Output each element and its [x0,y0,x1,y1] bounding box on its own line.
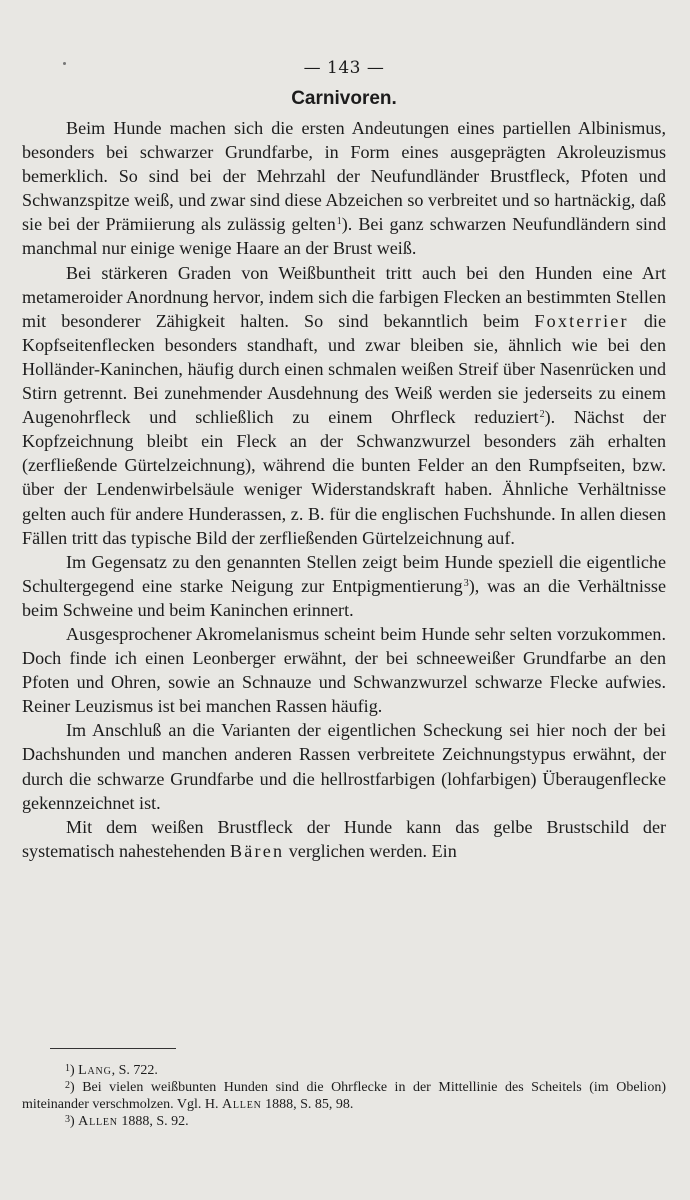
paragraph-5: Im Anschluß an die Varianten der eigentlichen Scheckung sei hier noch der bei Dachshunden und manchen anderen Rassen verbreitete Zeichnungstypus erwähnt, der durch die schwarze Grundfarbe und die hellrostfarbigen (lohfarbigen) Überaugenflecke gekennzeichnet ist. [22,720,666,813]
page-body [22,58,666,863]
footnote-1: $^1$) Lang, S. 722. [65,1063,158,1078]
emphasis-baeren: Bären [230,840,285,861]
footnotes [22,1062,666,1130]
footnote-ref-1[interactable]: 1 [336,216,342,228]
section-heading: Carnivoren. [291,88,397,109]
paragraph-4: Ausgesprochener Akromelanismus scheint beim Hunde sehr selten vorzukommen. Doch finde ich einen Leonberger erwähnt, der bei schneeweißer Grundfarbe an den Pfoten und Ohren, sowie an Schnauze und Schwanzwurzel schwarze Flecke aufwies. Reiner Leuzismus ist bei manchen Rassen häufig. [22,623,666,717]
paragraph-3: Im Gegensatz zu den genannten Stellen zeigt beim Hunde speziell die eigentliche Schultergegend eine starke Neigung zur Entpigmentierung$^3$), was an die Verhältnisse beim Schweine und beim Kaninchen erinnert. [22,551,666,620]
paragraph-6: Mit dem weißen Brustfleck der Hunde kann das gelbe Brustschild der systematisch nahestehenden Bären verglichen werden. Ein [22,816,666,861]
footnote-ref-3[interactable]: 3 [463,577,469,589]
emphasis-foxterrier: Foxterrier [534,310,629,331]
paragraph-2: Bei stärkeren Graden von Weißbuntheit tritt auch bei den Hunden eine Art metameroider Anordnung hervor, indem sich die farbigen Flecken an bestimmten Stellen mit besonderer Zähigkeit halten. So sind bekanntlich beim Foxterrier die Kopfseitenflecken besonders standhaft, und zwar bleiben sie, ähnlich wie bei den Holländer-Kaninchen, häufig durch einen schmalen weißen Streif über Nasenrücken und Stirn getrennt. Bei zunehmender Ausdehnung des Weiß werden sie jederseits zu einem Augenohrfleck und schließlich zu einem Ohrfleck reduziert$^2$). Nächst der Kopfzeichnung bleibt ein Fleck an der Schwanzwurzel besonders zäh erhalten (zerfließende Gürtelzeichnung), während die bunten Felder an den Rumpfseiten, bzw. über der Lendenwirbelsäule weniger Widerstandskraft haben. Ähnliche Verhältnisse gelten auch für andere Hunderassen, z. B. für die englischen Fuchshunde. In allen diesen Fällen tritt das typische Bild der zerfließenden Gürtelzeichnung auf. [22,262,667,548]
footnote-3: $^3$) Allen 1888, S. 92. [65,1114,189,1129]
paragraph-1: Beim Hunde machen sich die ersten Andeutungen eines partiellen Albinismus, besonders bei schwarzer Grundfarbe, in Form eines ausgeprägten Akroleuzismus bemerklich. So sind bei der Mehrzahl der Neufundländer Brustfleck, Pfoten und Schwanzspitze weiß, und zwar sind diese Abzeichen so verbreitet und so hartnäckig, daß sie bei der Prämiierung als zulässig gelten$^1$). Bei ganz schwarzen Neufundländern sind manchmal nur einige wenige Haare an der Brust weiß. [22,118,666,259]
page-number: — 143 — [303,58,385,78]
footnote-separator [50,1048,176,1049]
footnote-ref-2[interactable]: 2 [539,409,545,421]
footnote-2: $^2$) Bei vielen weißbunten Hunden sind die Ohrflecke in der Mittellinie des Scheitels (im Obelion) miteinander verschmolzen. Vgl. H. Allen 1888, S. 85, 98. [22,1080,666,1112]
